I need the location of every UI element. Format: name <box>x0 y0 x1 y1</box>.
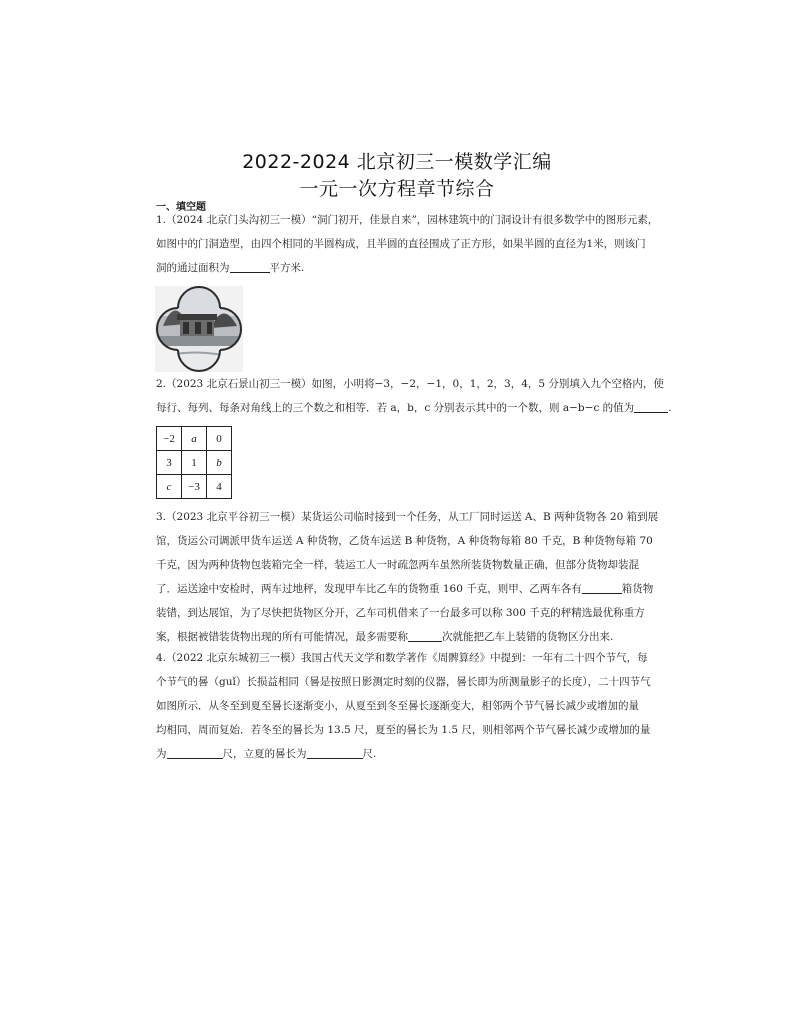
section-heading: 一、填空题 <box>156 202 206 213</box>
question-1-line: 如图中的门洞造型，由四个相同的半圆构成，且半圆的直径围成了正方形，如果半圆的直径为1米，则该门 <box>156 238 646 250</box>
table-row <box>157 451 232 475</box>
question-2-line <box>156 396 716 420</box>
answer-blank <box>408 629 442 642</box>
question-4-text: 尺，立夏的晷长为 <box>222 748 307 760</box>
question-3-line <box>156 577 716 601</box>
answer-blank <box>582 581 622 594</box>
table-cell: −2 <box>157 427 182 451</box>
answer-blank <box>634 400 668 413</box>
question-3-line: 3.（2023 北京平谷初三一模）某货运公司临时接到一个任务，从工厂同时运送 A、B 两种货物各 20 箱到展 <box>156 511 659 523</box>
question-4 <box>156 646 716 766</box>
table-row <box>157 475 232 499</box>
question-4-line: 个节气的晷（guǐ）长损益相同（晷是按照日影测定时刻的仪器，晷长即为所测量影子的长度），二十四节气 <box>156 676 651 688</box>
table-cell: 4 <box>207 475 232 499</box>
table-cell: 1 <box>182 451 207 475</box>
question-2-line: 2.（2023 北京石景山初三一模）如图，小明将−3，−2，−1，0，1，2，3，4，5 分别填入九个空格内，使 <box>156 378 664 390</box>
table-cell: 0 <box>207 427 232 451</box>
table-row <box>157 427 232 451</box>
page-title: 2022-2024 北京初三一模数学汇编 <box>242 151 552 173</box>
answer-blank <box>230 260 270 273</box>
question-1-text: 洞的通过面积为 <box>156 262 230 274</box>
question-3-text: 箱货物 <box>621 583 654 595</box>
question-3-line: 千克，因为两种货物包装箱完全一样，装运工人一时疏忽两车虽然所装货物数量正确，但部分货物却装混 <box>156 559 639 571</box>
question-2-text: 每行、每列、每条对角线上的三个数之和相等．若 a，b，c 分别表示其中的一个数，则 a−b−c 的值为 <box>156 402 635 414</box>
question-4-text: 尺. <box>362 748 377 760</box>
question-3-text: 次就能把乙车上装错的货物区分出来. <box>442 631 614 643</box>
question-4-line: 如图所示．从冬至到夏至晷长逐渐变小，从夏至到冬至晷长逐渐变大，相邻两个节气晷长减少或增加的量 <box>156 700 639 712</box>
question-3-line: 装错，到达展馆，为了尽快把货物区分开，乙车司机借来了一台最多可以称 300 千克的秤精选最优称重方 <box>156 607 645 619</box>
question-1-line: 1.（2024 北京门头沟初三一模）“洞门初开，佳景自来”，园林建筑中的门洞设计有很多数学中的图形元素， <box>156 214 659 226</box>
question-2 <box>156 372 716 420</box>
table-cell: b <box>207 451 232 475</box>
question-3-line: 馆，货运公司调派甲货车运送 A 种货物，乙货车运送 B 种货物，A 种货物每箱 80 千克，B 种货物每箱 70 <box>156 535 653 547</box>
answer-blank <box>167 746 223 759</box>
question-4-line: 均相同，周而复始．若冬至的晷长为 13.5 尺，夏至的晷长为 1.5 尺，则相邻两个节气晷长减少或增加的量 <box>156 724 651 736</box>
question-1-line <box>156 256 716 280</box>
question-3 <box>156 505 716 649</box>
table-cell: 3 <box>157 451 182 475</box>
table-cell: −3 <box>182 475 207 499</box>
magic-square-table <box>156 426 232 499</box>
question-1 <box>156 208 716 280</box>
question-4-line <box>156 742 716 766</box>
question-3-text: 案，根据被错装货物出现的所有可能情况，最多需要称 <box>156 631 408 643</box>
table-cell: a <box>182 427 207 451</box>
table-cell: c <box>157 475 182 499</box>
question-2-text: . <box>668 402 672 414</box>
question-4-text: 为 <box>156 748 167 760</box>
question-4-line: 4.（2022 北京东城初三一模）我国古代天文学和数学著作《周髀算经》中提到：一年有二十四个节气，每 <box>156 652 648 664</box>
page-subtitle: 一元一次方程章节综合 <box>299 178 495 200</box>
answer-blank <box>307 746 363 759</box>
doorway-photo <box>155 286 243 372</box>
question-1-text: 平方米. <box>269 262 305 274</box>
question-3-text: 了．运送途中安检时，两车过地秤，发现甲车比乙车的货物重 160 千克，则甲、乙两车各有 <box>156 583 582 595</box>
